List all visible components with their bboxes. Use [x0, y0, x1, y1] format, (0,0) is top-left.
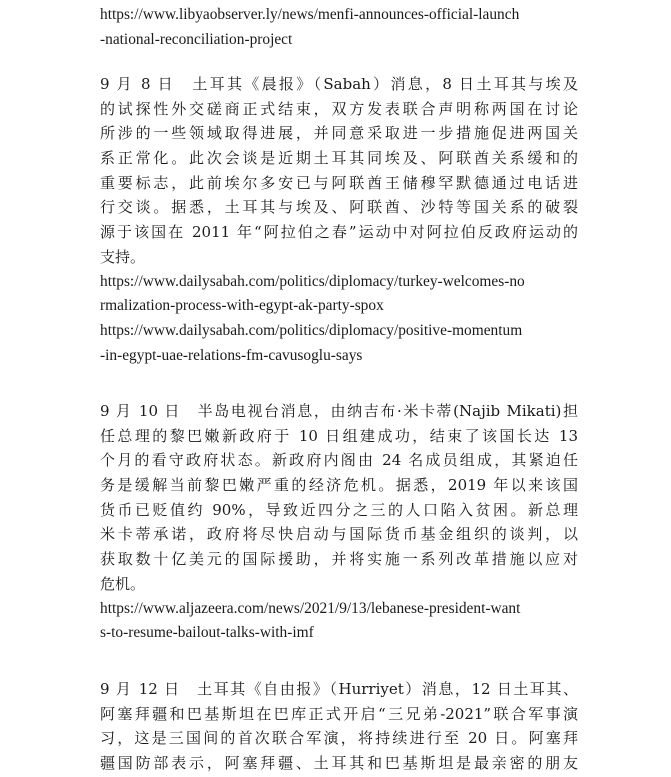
entry-text-line: 危机。 — [100, 574, 146, 593]
entry-text-line: 获取数十亿美元的国际援助，并将实施一系列改革措施以应对 — [100, 550, 578, 569]
entry-text-line: 9 月 8 日 土耳其《晨报》（Sabah）消息，8 日土耳其与埃及 — [100, 75, 578, 93]
entry-text-line: 习，这是三国间的首次联合军演，将持续进行至 20 日。阿塞拜 — [100, 729, 578, 748]
entry-text-line: 阿塞拜疆和巴基斯坦在巴库正式开启“三兄弟-2021”联合军事演 — [100, 704, 578, 723]
entry-text-line: 任总理的黎巴嫩新政府于 10 日组建成功，结束了该国长达 13 — [100, 426, 578, 445]
news-entry-sep-8 — [100, 72, 578, 368]
news-entry-sep-10 — [100, 399, 578, 646]
entry-text-line: 所涉的一些领域取得进展，并同意采取进一步措施促进两国关 — [100, 124, 578, 143]
entry-text-line: 支持。 — [100, 247, 146, 266]
source-link[interactable]: rmalization-process-with-egypt-ak-party-spox — [100, 297, 384, 315]
entry-text-line: 系正常化。此次会谈是近期土耳其同埃及、阿联酋关系缓和的 — [100, 149, 578, 168]
entry-text-line: 行交谈。据悉，土耳其与埃及、阿联酋、沙特等国关系的破裂 — [100, 198, 578, 217]
source-link[interactable]: s-to-resume-bailout-talks-with-imf — [100, 624, 314, 642]
entry-text-line: 重要标志，此前埃尔多安已与阿联酋王储穆罕默德通过电话进 — [100, 173, 578, 192]
source-link[interactable]: https://www.dailysabah.com/politics/diplomacy/positive-momentum — [100, 321, 523, 339]
entry-text-line: 9 月 10 日 半岛电视台消息，由纳吉布·米卡蒂(Najib Mikati)担 — [100, 402, 578, 420]
entry-text-line: 个月的看守政府状态。新政府内阁由 24 名成员组成，其紧迫任 — [100, 451, 578, 470]
intro-source-link[interactable] — [100, 3, 578, 52]
url-line[interactable]: -national-reconciliation-project — [100, 30, 293, 48]
entry-text-line: 疆国防部表示，阿塞拜疆、土耳其和巴基斯坦是最亲密的朋友 — [100, 754, 578, 773]
entry-text-line: 务是缓解当前黎巴嫩严重的经济危机。据悉，2019 年以来该国 — [100, 476, 578, 495]
source-link[interactable]: -in-egypt-uae-relations-fm-cavusoglu-says — [100, 346, 363, 364]
url-line[interactable]: https://www.libyaobserver.ly/news/menfi-announces-official-launch — [100, 6, 520, 23]
news-entry-sep-12 — [100, 677, 578, 776]
entry-text-line: 9 月 12 日 土耳其《自由报》（Hurriyet）消息，12 日土耳其、 — [100, 680, 578, 698]
source-link[interactable]: https://www.aljazeera.com/news/2021/9/13/lebanese-president-want — [100, 599, 521, 617]
source-link[interactable]: https://www.dailysabah.com/politics/diplomacy/turkey-welcomes-no — [100, 272, 525, 290]
entry-text-line: 货币已贬值约 90%，导致近四分之三的人口陷入贫困。新总理 — [100, 500, 578, 519]
entry-text-line: 米卡蒂承诺，政府将尽快启动与国际货币基金组织的谈判，以 — [100, 525, 578, 544]
entry-text-line: 源于该国在 2011 年“阿拉伯之春”运动中对阿拉伯反政府运动的 — [100, 223, 578, 242]
entry-text-line: 的试探性外交磋商正式结束，双方发表联合声明称两国在讨论 — [100, 99, 578, 118]
